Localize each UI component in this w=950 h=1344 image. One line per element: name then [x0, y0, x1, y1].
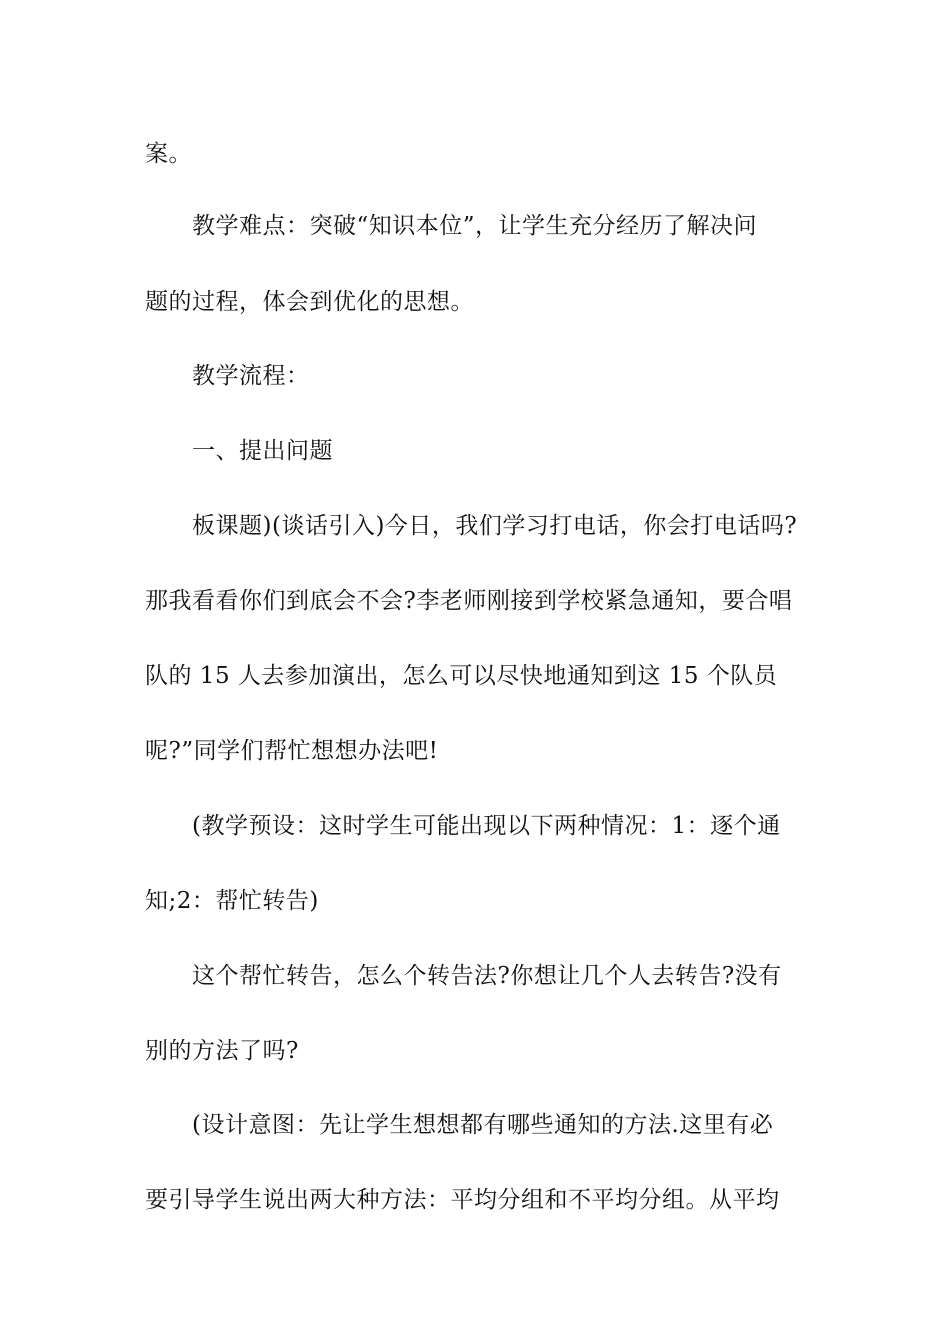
text-line: (设计意图：先让学生想想都有哪些通知的方法.这里有必: [192, 1112, 774, 1138]
text-line: 要引导学生说出两大种方法：平均分组和不平均分组。从平均: [145, 1187, 780, 1213]
text-line: 这个帮忙转告，怎么个转告法?你想让几个人去转告?没有: [192, 963, 782, 989]
text-line: 呢?”同学们帮忙想想办法吧!: [145, 738, 439, 764]
text-line: 教学难点：突破“知识本位”，让学生充分经历了解决问: [192, 213, 758, 239]
text-line: 板课题)(谈话引入)今日，我们学习打电话，你会打电话吗?: [192, 513, 798, 539]
text-line: 那我看看你们到底会不会?李老师刚接到学校紧急通知，要合唱: [145, 588, 793, 614]
text-line: 队的 15 人去参加演出，怎么可以尽快地通知到这 15 个队员: [145, 663, 778, 689]
text-line: 教学流程：: [192, 363, 310, 389]
text-line: 题的过程，体会到优化的思想。: [145, 289, 474, 315]
text-line: 别的方法了吗?: [145, 1038, 299, 1064]
text-line: 知;2：帮忙转告): [145, 888, 319, 914]
text-line: (教学预设：这时学生可能出现以下两种情况：1：逐个通: [192, 813, 781, 839]
text-line: 案。: [145, 141, 192, 167]
text-line: 一、提出问题: [192, 438, 333, 464]
